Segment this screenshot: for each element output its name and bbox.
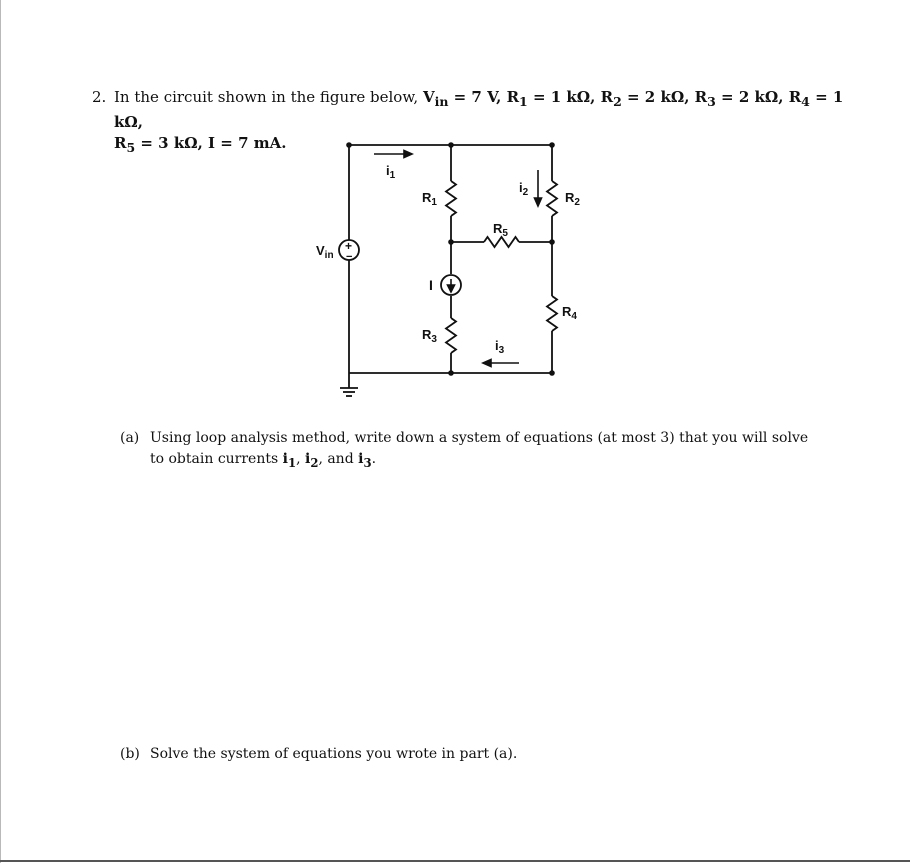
arrow-i3-head	[483, 360, 491, 367]
label-r1: $R_1$	[422, 190, 437, 208]
node-r5-right	[549, 239, 555, 245]
arrow-i1-head	[404, 151, 412, 158]
label-r5: $R_5$	[493, 221, 508, 239]
node-bottom-right	[549, 370, 555, 376]
given-vin: $V_{in} = 7$ V,	[422, 88, 507, 109]
node-top-mid	[448, 142, 454, 148]
part-b-text: Solve the system of equations you wrote in part (a).	[150, 746, 518, 762]
label-current-source: I	[429, 277, 433, 293]
current-i3: $i_3$	[358, 451, 372, 470]
given-r5-and-i: $R_5 = 3$ kΩ, I = 7 mA.	[114, 134, 287, 155]
given-r3: $R_3 = 2$ kΩ,	[694, 88, 789, 109]
given-r4: $R_4 = 1$ kΩ,	[114, 88, 844, 131]
given-r2: $R_2 = 2$ kΩ,	[600, 88, 695, 109]
label-i1: $i_1$	[386, 163, 396, 181]
vin-minus: −	[346, 251, 353, 263]
label-i3: $i_3$	[495, 338, 505, 356]
label-r3: $R_3$	[422, 327, 437, 345]
part-a	[120, 428, 840, 474]
current-i1: $i_1$	[282, 451, 297, 470]
current-i2: $i_2$	[304, 451, 319, 470]
arrow-i2-head	[535, 198, 542, 206]
vin-plus: +	[345, 239, 353, 253]
label-r2: $R_2$	[565, 190, 580, 208]
arrow-source-head	[448, 285, 455, 292]
label-vin: $V_{in}$	[316, 243, 334, 261]
resistor-r2	[547, 181, 557, 216]
label-i2: $i_2$	[519, 180, 529, 198]
resistor-r1	[446, 181, 456, 216]
part-a-text: Using loop analysis method, write down a system of equations (at most 3) that you will solve to obtain currents $i_1$, $i_2$, and $i_3$.	[150, 430, 809, 470]
label-r4: $R_4$	[562, 304, 577, 322]
node-r5-left	[448, 239, 454, 245]
resistor-r4	[547, 296, 557, 331]
problem-number: 2.	[92, 88, 107, 106]
node-top-right	[549, 142, 555, 148]
part-b-label: (b)	[120, 746, 140, 762]
node-top-left	[346, 142, 352, 148]
resistor-r3	[446, 318, 456, 353]
part-b	[120, 744, 840, 765]
part-a-label: (a)	[120, 430, 140, 446]
problem-intro: In the circuit shown in the figure below,	[114, 88, 419, 106]
node-bottom-mid	[448, 370, 454, 376]
given-r1: $R_1 = 1$ kΩ,	[506, 88, 601, 109]
